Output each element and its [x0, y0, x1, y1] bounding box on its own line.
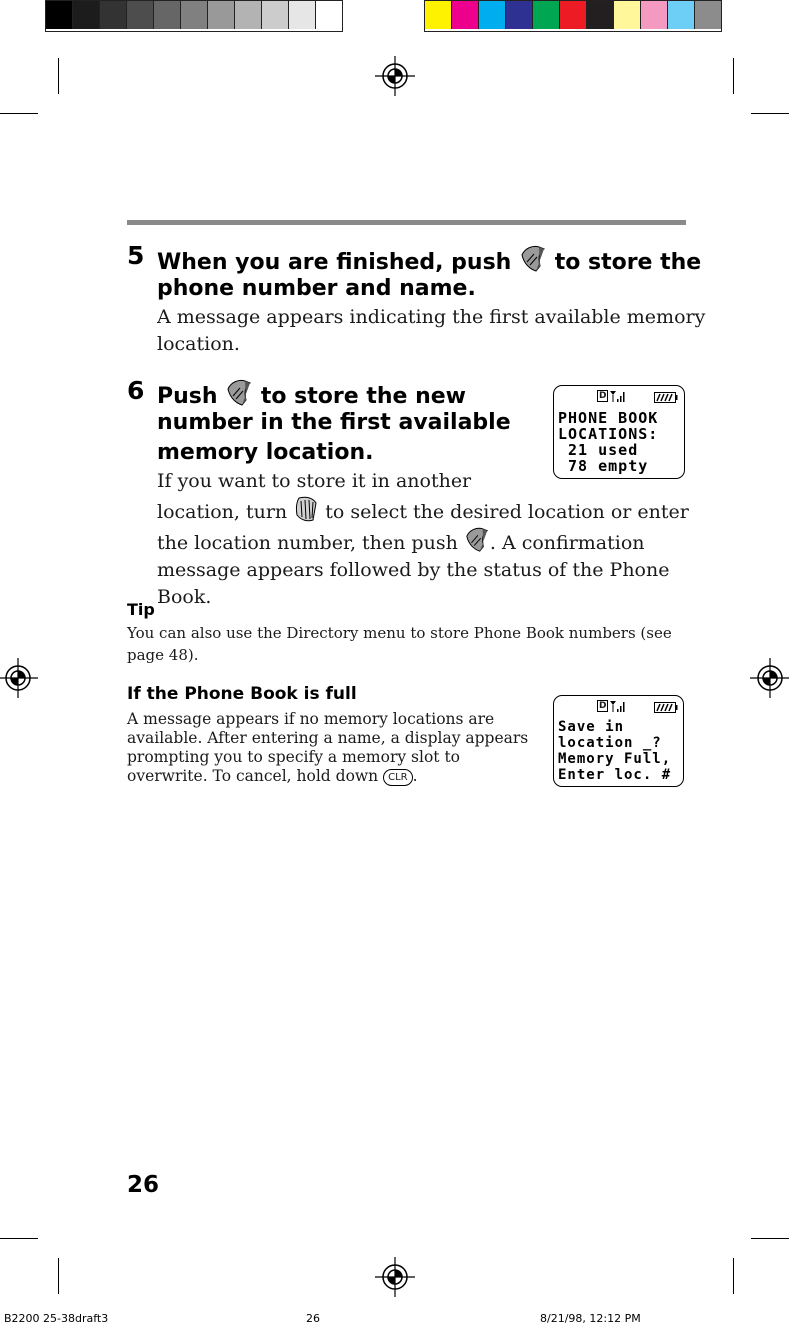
- text-line: available. After entering a name, a display appears: [127, 729, 529, 747]
- text-line: If you want to store it in another: [157, 470, 472, 492]
- text-line: page 48).: [127, 646, 199, 664]
- step-5-heading-line2: phone number and name.: [157, 276, 476, 301]
- step-6-heading-part: Push: [157, 384, 218, 409]
- phone-display: [553, 695, 684, 787]
- display-line: LOCATIONS:: [558, 425, 659, 443]
- step-6-heading-line2: number in the first available: [157, 410, 511, 435]
- footer-timestamp: 8/21/98, 12:12 PM: [540, 1312, 641, 1325]
- color-swatch: [560, 1, 587, 29]
- footer-file-name: B2200 25-38draft3: [4, 1312, 109, 1325]
- color-swatch: [154, 1, 181, 29]
- battery-icon: [654, 702, 678, 713]
- tip-text: [127, 622, 672, 666]
- color-swatch: [425, 1, 452, 29]
- step-6-body: [157, 468, 689, 611]
- registration-mark-icon: [0, 657, 39, 699]
- send-key-icon: [225, 378, 253, 408]
- jog-dial-icon: [293, 495, 319, 523]
- crop-mark: [733, 1258, 734, 1294]
- text-line: prompting you to specify a memory slot to: [127, 748, 461, 766]
- color-swatch: [316, 1, 342, 29]
- text-part: to select the desired location or enter: [325, 501, 689, 523]
- color-swatch: [452, 1, 479, 29]
- section-rule: [127, 220, 686, 225]
- display-line: 78 empty: [558, 457, 649, 475]
- phone-display: [553, 385, 685, 479]
- text-part: overwrite. To cancel, hold down: [127, 767, 379, 785]
- registration-mark-icon: [374, 1256, 416, 1298]
- text-line: You can also use the Directory menu to store Phone Book numbers (see: [127, 624, 672, 642]
- color-swatch: [181, 1, 208, 29]
- text-line: A message appears if no memory locations are: [127, 710, 495, 728]
- color-swatch: [533, 1, 560, 29]
- step-6-heading-line3: memory location.: [157, 440, 374, 465]
- color-swatch: [46, 1, 73, 29]
- display-line: PHONE BOOK: [558, 409, 659, 427]
- color-swatch: [208, 1, 235, 29]
- display-line: 21 used: [558, 441, 639, 459]
- clr-key-icon: CLR: [383, 769, 413, 786]
- text-part: . A confirmation: [489, 532, 645, 554]
- battery-icon: [654, 392, 678, 403]
- full-text: [127, 710, 528, 786]
- color-swatch: [289, 1, 316, 29]
- text-part: the location number, then push: [157, 532, 458, 554]
- step-5-heading-part: When you are finished, push: [157, 250, 512, 275]
- color-swatch: [695, 1, 721, 29]
- display-line: location _?: [558, 735, 662, 751]
- crop-mark: [0, 1238, 38, 1239]
- text-line: [157, 526, 689, 557]
- display-line: Enter loc. #: [558, 767, 672, 783]
- crop-mark: [733, 58, 734, 94]
- crop-mark: [58, 1258, 59, 1294]
- color-swatch: [100, 1, 127, 29]
- display-status-bar: [554, 700, 683, 714]
- step-5-body: [157, 304, 705, 358]
- color-swatch: [479, 1, 506, 29]
- grayscale-bar: [45, 0, 343, 32]
- step-6-heading-part: to store the new: [260, 384, 467, 409]
- color-swatch: [614, 1, 641, 29]
- page-number: 26: [127, 1172, 160, 1198]
- color-swatch: [262, 1, 289, 29]
- step-6-number: 6: [127, 376, 145, 405]
- color-swatch: [641, 1, 668, 29]
- step-5-number: 5: [127, 241, 145, 270]
- section-heading: If the Phone Book is full: [127, 684, 357, 704]
- digital-mode-indicator: D: [599, 391, 607, 401]
- text-line: message appears followed by the status of the Phone: [157, 559, 670, 581]
- step-6-heading: [157, 378, 466, 412]
- crop-mark: [0, 113, 38, 114]
- text-line: [127, 767, 528, 786]
- color-swatch: [506, 1, 533, 29]
- display-line: Memory Full,: [558, 751, 672, 767]
- text-line: location.: [157, 333, 240, 355]
- text-part: .: [412, 767, 418, 785]
- color-swatch: [587, 1, 614, 29]
- display-status-bar: [554, 390, 684, 404]
- tip-label: Tip: [127, 600, 155, 619]
- text-part: location, turn: [157, 501, 288, 523]
- send-key-icon: [519, 244, 547, 274]
- digital-mode-indicator: D: [599, 701, 607, 711]
- color-bar: [424, 0, 722, 32]
- crop-mark: [751, 1238, 789, 1239]
- signal-strength-icon: [609, 390, 625, 403]
- footer-page: 26: [306, 1312, 320, 1325]
- text-line: A message appears indicating the first available memory: [157, 306, 706, 328]
- color-swatch: [668, 1, 695, 29]
- step-5-heading-part: to store the: [554, 250, 702, 275]
- crop-mark: [58, 58, 59, 94]
- send-key-icon: [464, 526, 490, 554]
- signal-strength-icon: [609, 700, 625, 713]
- color-swatch: [235, 1, 262, 29]
- color-swatch: [127, 1, 154, 29]
- text-line: [157, 495, 689, 526]
- display-line: Save in: [558, 719, 625, 735]
- color-swatch: [73, 1, 100, 29]
- step-5-heading: [157, 244, 701, 278]
- crop-mark: [751, 113, 789, 114]
- registration-mark-icon: [749, 657, 789, 699]
- text-line: Book.: [157, 586, 212, 608]
- registration-mark-icon: [374, 55, 416, 97]
